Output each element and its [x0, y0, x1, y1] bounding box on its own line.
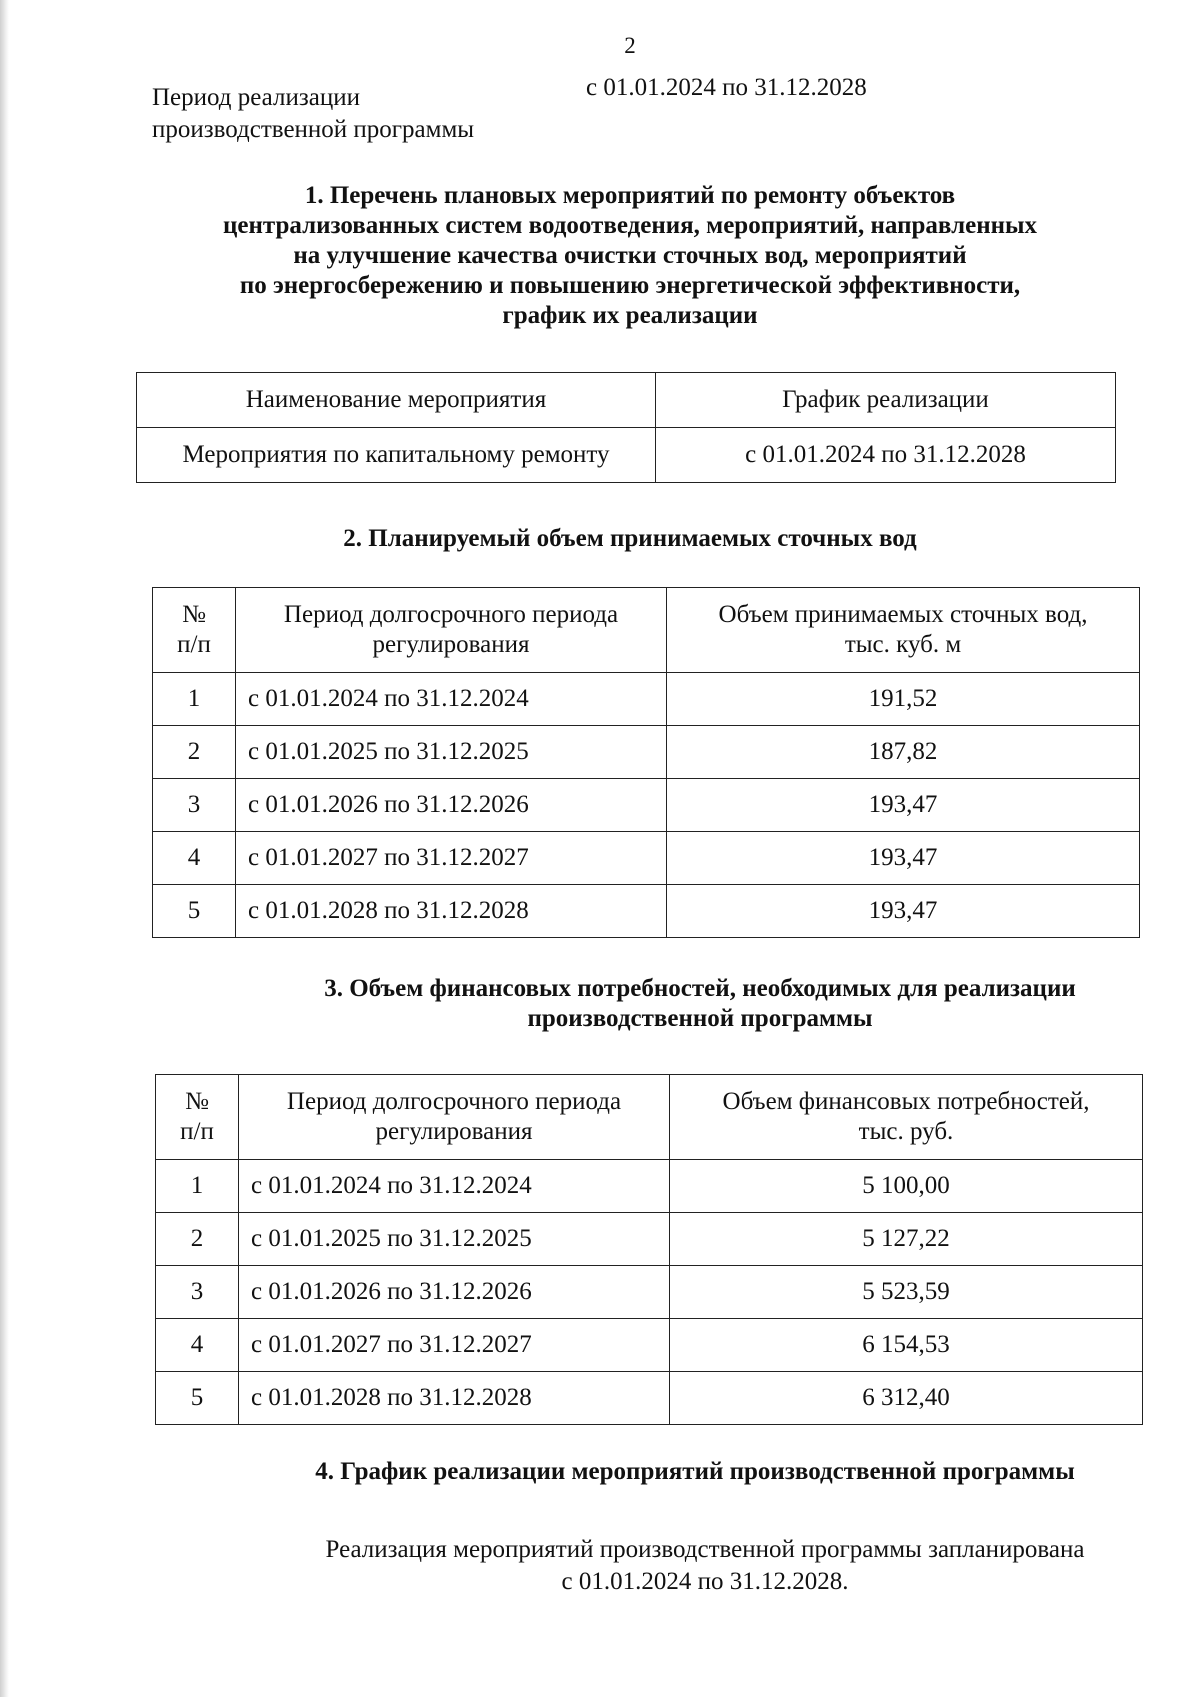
table-header-row: [153, 588, 1140, 673]
table-header-row: [156, 1075, 1143, 1160]
heading-line: производственной программы: [527, 1005, 873, 1032]
row-number-cell: 2: [153, 726, 236, 779]
value-cell: 191,52: [667, 673, 1140, 726]
row-number-cell: 1: [156, 1160, 239, 1213]
header-line: Объем принимаемых сточных вод,: [718, 601, 1088, 628]
table-row: [153, 726, 1140, 779]
header-line: п/п: [177, 631, 211, 658]
financial-needs-table: [155, 1074, 1143, 1425]
summary-line: Реализация мероприятий производственной программы запланирована: [325, 1536, 1085, 1563]
value-cell: 187,82: [667, 726, 1140, 779]
table-row: [156, 1266, 1143, 1319]
heading-line: 1. Перечень плановых мероприятий по ремонту объектов: [304, 182, 956, 209]
table-row: [153, 832, 1140, 885]
header-line: Период долгосрочного периода: [286, 1088, 622, 1115]
value-cell: 193,47: [667, 832, 1140, 885]
heading-line: централизованных систем водоотведения, мероприятий, направленных: [222, 212, 1038, 239]
period-cell: с 01.01.2026 по 31.12.2026: [236, 779, 667, 832]
header-cell: [153, 588, 236, 673]
header-line: тыс. руб.: [858, 1118, 954, 1145]
period-cell: с 01.01.2025 по 31.12.2025: [236, 726, 667, 779]
value-cell: 6 312,40: [670, 1372, 1143, 1425]
row-number-cell: 3: [153, 779, 236, 832]
value-cell: 193,47: [667, 885, 1140, 938]
header-line: Период долгосрочного периода: [283, 601, 619, 628]
activity-name-cell: Мероприятия по капитальному ремонту: [137, 428, 656, 483]
period-cell: с 01.01.2028 по 31.12.2028: [239, 1372, 670, 1425]
period-cell: с 01.01.2024 по 31.12.2024: [236, 673, 667, 726]
period-cell: с 01.01.2027 по 31.12.2027: [239, 1319, 670, 1372]
period-cell: с 01.01.2028 по 31.12.2028: [236, 885, 667, 938]
period-cell: с 01.01.2026 по 31.12.2026: [239, 1266, 670, 1319]
period-cell: с 01.01.2027 по 31.12.2027: [236, 832, 667, 885]
value-cell: 6 154,53: [670, 1319, 1143, 1372]
activities-table: [136, 372, 1116, 483]
period-cell: с 01.01.2024 по 31.12.2024: [239, 1160, 670, 1213]
table-header-row: [137, 373, 1116, 428]
row-number-cell: 1: [153, 673, 236, 726]
header-line: №: [182, 601, 206, 628]
table-row: [137, 428, 1116, 483]
implementation-summary: [200, 1534, 1200, 1598]
header-cell: [156, 1075, 239, 1160]
heading-line: на улучшение качества очистки сточных вод, мероприятий: [293, 242, 967, 269]
period-cell: с 01.01.2025 по 31.12.2025: [239, 1213, 670, 1266]
schedule-cell: с 01.01.2024 по 31.12.2028: [656, 428, 1116, 483]
scan-edge: [0, 0, 9, 1697]
table-row: [153, 885, 1140, 938]
row-number-cell: 2: [156, 1213, 239, 1266]
header-cell: [239, 1075, 670, 1160]
table-row: [153, 779, 1140, 832]
header-line: регулирования: [372, 631, 530, 658]
section4-heading: 4. График реализации мероприятий производственной программы: [315, 1458, 1075, 1485]
heading-line: по энергосбережению и повышению энергетической эффективности,: [239, 272, 1021, 299]
table-row: [156, 1319, 1143, 1372]
header-cell: График реализации: [656, 373, 1116, 428]
header-cell: [670, 1075, 1143, 1160]
row-number-cell: 4: [156, 1319, 239, 1372]
row-number-cell: 4: [153, 832, 236, 885]
section2-heading: 2. Планируемый объем принимаемых сточных вод: [343, 525, 917, 552]
header-line: №: [185, 1088, 209, 1115]
table-row: [156, 1372, 1143, 1425]
header-line: Объем финансовых потребностей,: [722, 1088, 1090, 1115]
section1-heading: [150, 181, 1110, 331]
wastewater-volume-table: [152, 587, 1140, 938]
table-row: [156, 1160, 1143, 1213]
summary-line: с 01.01.2024 по 31.12.2028.: [561, 1568, 849, 1595]
period-value: с 01.01.2024 по 31.12.2028: [586, 74, 867, 101]
value-cell: 5 523,59: [670, 1266, 1143, 1319]
row-number-cell: 3: [156, 1266, 239, 1319]
header-line: регулирования: [375, 1118, 533, 1145]
table-row: [153, 673, 1140, 726]
header-line: п/п: [180, 1118, 214, 1145]
header-cell: Наименование мероприятия: [137, 373, 656, 428]
header-cell: [667, 588, 1140, 673]
period-label: [152, 82, 474, 146]
value-cell: 5 100,00: [670, 1160, 1143, 1213]
value-cell: 193,47: [667, 779, 1140, 832]
period-label-line: производственной программы: [152, 116, 475, 143]
section3-heading: [220, 974, 1180, 1034]
header-line: тыс. куб. м: [844, 631, 962, 658]
header-cell: [236, 588, 667, 673]
page-number: 2: [624, 33, 636, 58]
heading-line: график их реализации: [502, 302, 758, 329]
heading-line: 3. Объем финансовых потребностей, необходимых для реализации: [324, 975, 1076, 1002]
period-label-line: Период реализации: [152, 84, 360, 111]
row-number-cell: 5: [153, 885, 236, 938]
row-number-cell: 5: [156, 1372, 239, 1425]
value-cell: 5 127,22: [670, 1213, 1143, 1266]
table-row: [156, 1213, 1143, 1266]
